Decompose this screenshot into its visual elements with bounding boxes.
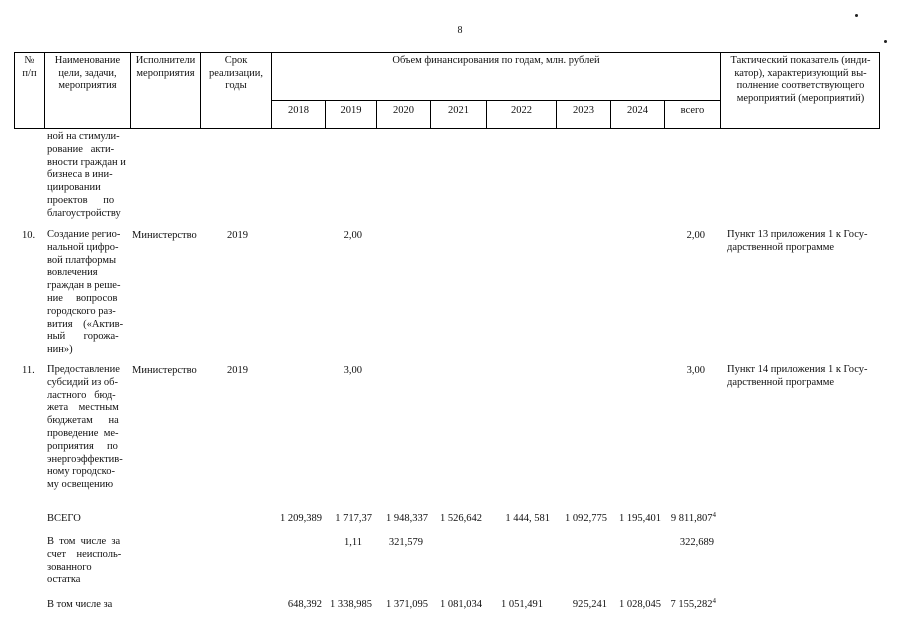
footnote-mark: 4 [712,597,716,605]
including-label: В том числе за [47,599,113,610]
total-2023: 1 092,775 [565,513,607,524]
row-value-total: 3,00 [686,365,705,376]
incl-2020: 1 371,095 [386,599,428,610]
col-line [879,52,880,129]
incl-2019: 1 338,985 [330,599,372,610]
total-all-value: 9 811,807 [670,513,713,524]
incl-total-value: 7 155,282 [670,599,713,610]
total-2022: 1 444, 581 [505,513,550,524]
year-2020: 2020 [393,105,414,116]
total-2020: 1 948,337 [386,513,428,524]
row-term: 2019 [227,230,248,241]
incl-2023: 925,241 [572,599,607,610]
row-value-2019: 3,00 [343,365,362,376]
incl-2024: 1 028,045 [619,599,661,610]
total-2021: 1 526,642 [440,513,482,524]
scan-speck [884,40,887,43]
unused-2019: 1,11 [344,537,362,548]
unused-total: 322,689 [679,537,714,548]
col-line [720,52,721,129]
year-2022: 2022 [511,105,532,116]
row-term: 2019 [227,365,248,376]
header-term: Срок реализации, годы [209,55,263,91]
year-2023: 2023 [573,105,594,116]
incl-total [665,598,716,611]
header-executors: Исполнители мероприятия [135,55,196,79]
year-2024: 2024 [627,105,648,116]
row-indicator: Пункт 14 приложения 1 к Госу- дарственной программе [727,364,868,388]
row-executor: Министерство [132,230,197,241]
page-number: 8 [457,25,463,36]
row-num: 11. [22,365,35,376]
row-value-total: 2,00 [686,230,705,241]
total-2019: 1 717,37 [335,513,372,524]
row-value-2019: 2,00 [343,230,362,241]
continuation-name: ной на стимули- рование акти- вности граждан и бизнеса в ини- циировании проектов по благоустройству [47,131,126,219]
footnote-mark: 4 [712,511,716,519]
total-all [665,512,716,525]
header-indicator: Тактический показатель (инди- катор), характеризующий вы- полнение соответствующего мероприятий (мероприятий) [730,55,871,104]
header-name: Наименование цели, задачи, мероприятия [54,55,121,91]
header-funding: Объем финансирования по годам, млн. рублей [392,55,600,66]
header-num: № п/п [22,55,37,79]
incl-2018: 648,392 [287,599,322,610]
incl-2021: 1 081,034 [440,599,482,610]
year-total: всего [680,105,705,116]
header-bottom-line [14,128,880,129]
year-2021: 2021 [448,105,469,116]
unused-2020: 321,579 [388,537,423,548]
header-year-line [271,100,720,101]
year-2018: 2018 [288,105,309,116]
row-num: 10. [22,230,36,241]
row-name: Создание регио- нальной цифро- вой платформы вовлечения граждан в реше- ние вопросов городского раз- вития («Актив- ный горожа- нин») [47,229,124,356]
header-top-line [14,52,880,53]
row-indicator: Пункт 13 приложения 1 к Госу- дарственной программе [727,229,868,253]
row-name: Предоставление субсидий из об- ластного бюд- жета местным бюджетам на проведение ме- роприятия по энергоэффектив- ному городско- му освещению [47,364,123,491]
total-2018: 1 209,389 [280,513,322,524]
scan-speck [855,14,858,17]
row-executor: Министерство [132,365,197,376]
year-2019: 2019 [340,105,362,116]
unused-label: В том числе за счет неисполь- зованного остатка [47,536,122,586]
incl-2022: 1 051,491 [501,599,543,610]
total-2024: 1 195,401 [619,513,661,524]
total-label: ВСЕГО [47,513,81,524]
